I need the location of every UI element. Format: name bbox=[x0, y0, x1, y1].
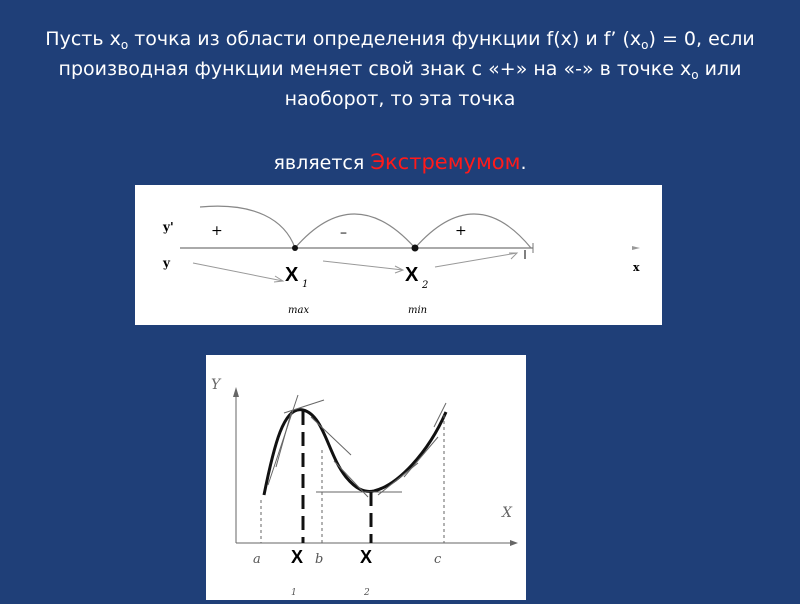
x-axis-label: X bbox=[502, 505, 512, 521]
x1-index: 1 bbox=[291, 588, 297, 598]
x-axis-label: x bbox=[633, 261, 640, 274]
statement-text: Пусть х bbox=[45, 28, 121, 50]
function-graph-svg bbox=[206, 355, 526, 600]
mark-b: b bbox=[315, 552, 324, 567]
critical-point-2 bbox=[412, 245, 419, 252]
mark-a: a bbox=[253, 552, 261, 567]
point2-kind-min: min bbox=[408, 305, 428, 316]
point2-letter: X bbox=[405, 264, 419, 286]
conclusion bbox=[0, 150, 800, 174]
subscript: о bbox=[691, 68, 699, 82]
x-axis-arrow bbox=[632, 246, 640, 250]
conclusion-suffix: . bbox=[520, 152, 527, 174]
increasing-arrow-1 bbox=[193, 263, 283, 281]
statement-text: ) = 0, если bbox=[648, 28, 755, 50]
x2-index: 2 bbox=[364, 588, 370, 598]
statement-line-3: наоборот, то эта точка bbox=[284, 88, 516, 110]
statement-line-2 bbox=[20, 54, 780, 84]
point1-letter: X bbox=[285, 264, 299, 286]
sign-plus-1: + bbox=[211, 223, 223, 239]
sign-diagram bbox=[135, 185, 662, 325]
derivative-arc-negative bbox=[295, 214, 415, 248]
critical-point-1 bbox=[292, 245, 298, 251]
sign-diagram-svg bbox=[135, 185, 662, 325]
derivative-row-label: y' bbox=[163, 220, 174, 234]
sign-minus: – bbox=[340, 225, 347, 241]
function-graph bbox=[206, 355, 526, 600]
x1-letter: X bbox=[291, 547, 304, 567]
subscript: o bbox=[641, 38, 649, 52]
derivative-arc-positive-2 bbox=[415, 214, 531, 248]
rule-statement bbox=[20, 24, 780, 114]
extremum-word: Экстремумом bbox=[370, 150, 521, 174]
statement-text: производная функции меняет свой знак с «+» на «-» в точке х bbox=[58, 58, 692, 80]
x2-letter: X bbox=[360, 547, 373, 567]
function-row-label: y bbox=[163, 256, 170, 270]
function-curve bbox=[264, 410, 446, 495]
point2-index: 2 bbox=[422, 280, 429, 291]
statement-text: или bbox=[698, 58, 742, 80]
tangent-line bbox=[404, 437, 438, 477]
sign-plus-2: + bbox=[455, 223, 467, 239]
y-axis-arrowhead bbox=[233, 387, 239, 397]
increasing-arrow-2 bbox=[435, 253, 517, 267]
point1-kind-max: max bbox=[288, 305, 310, 316]
mark-c: c bbox=[434, 552, 442, 567]
statement-line-1 bbox=[20, 24, 780, 54]
conclusion-prefix: является bbox=[273, 152, 371, 174]
y-axis-label: Y bbox=[211, 377, 221, 393]
x-axis-arrowhead bbox=[510, 540, 518, 546]
statement-text: точка из области определения функции f(x) и f’ (x bbox=[128, 28, 642, 50]
point1-index: 1 bbox=[302, 279, 309, 290]
decreasing-arrow bbox=[323, 261, 403, 270]
subscript: о bbox=[120, 38, 129, 52]
